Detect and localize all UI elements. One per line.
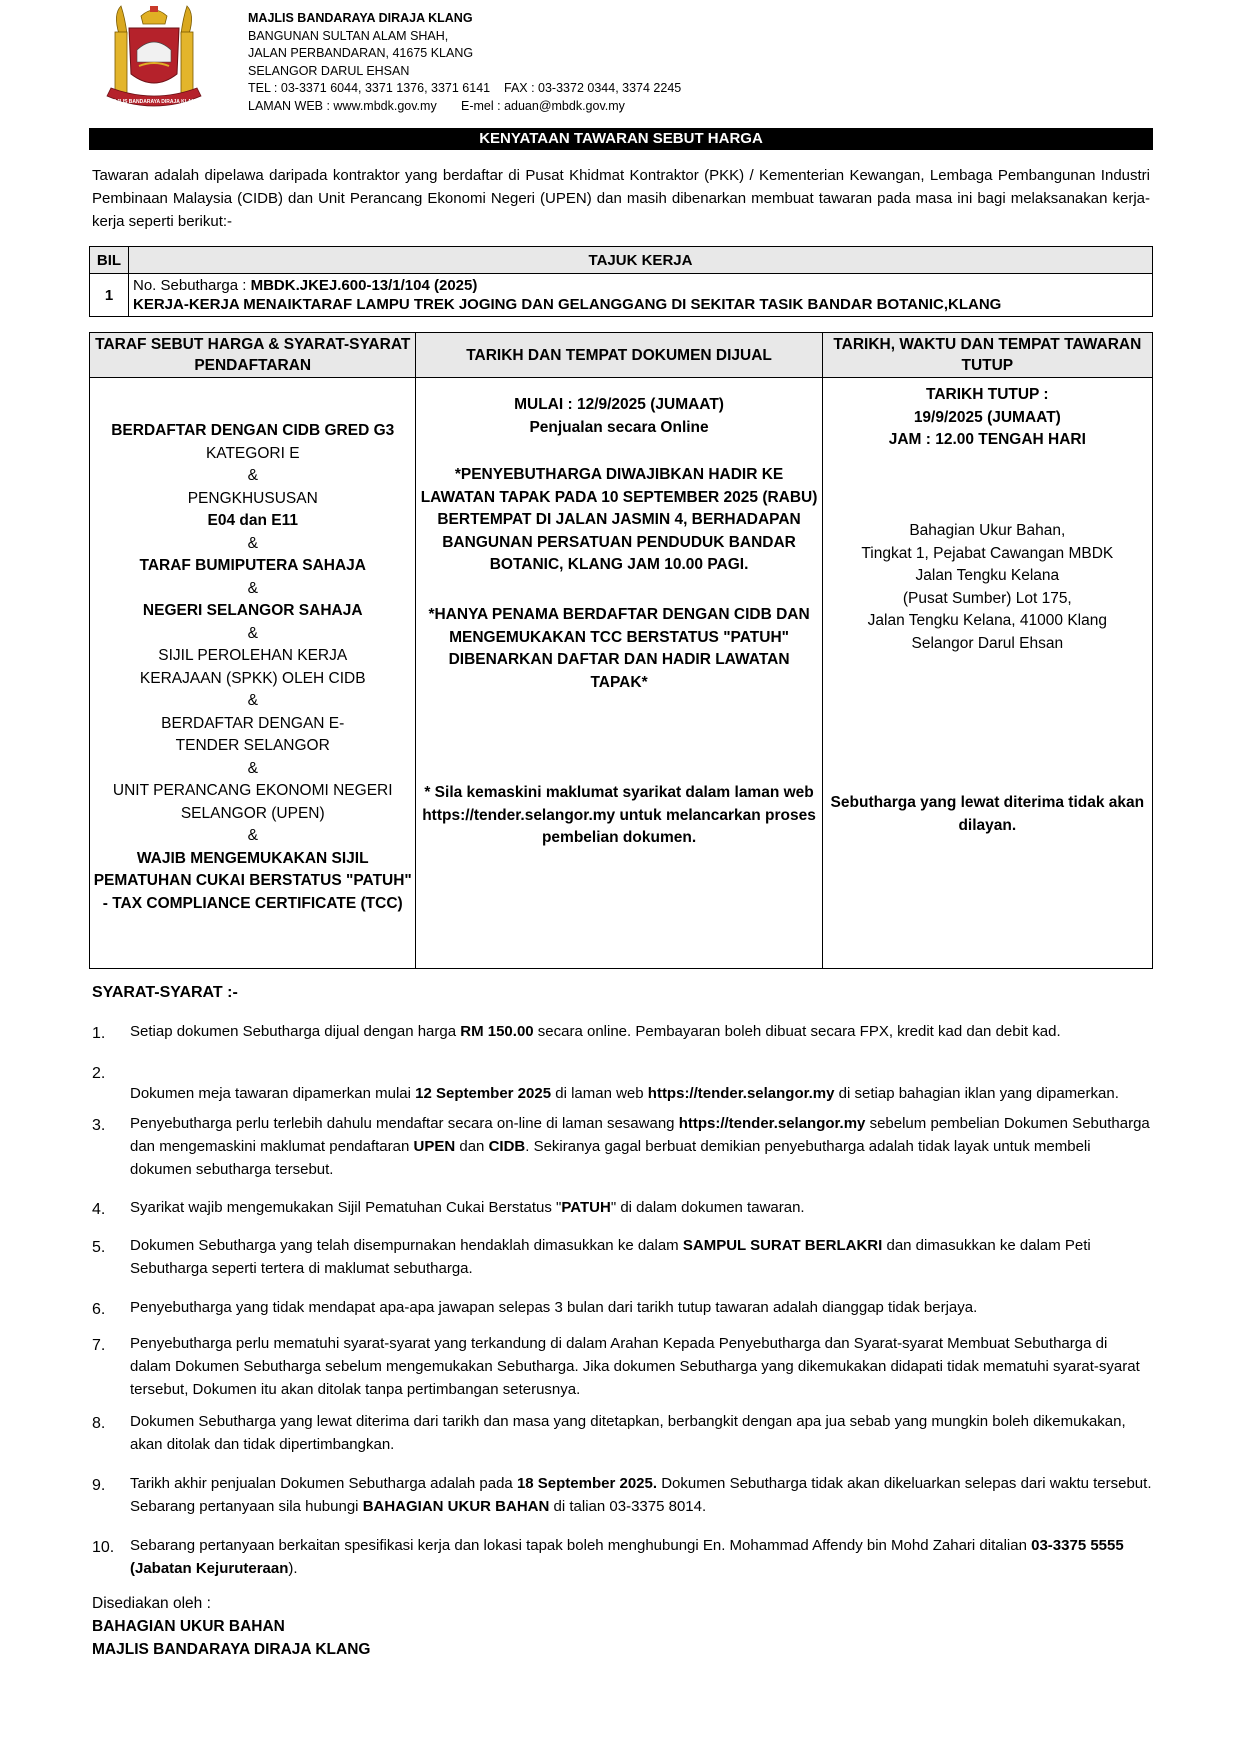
condition-number: 5. xyxy=(92,1239,106,1256)
document-sale-cell xyxy=(416,378,822,969)
closing-address-3: Jalan Tengku Kelana xyxy=(915,567,1060,584)
closing-address-6: Selangor Darul Ehsan xyxy=(911,634,1064,652)
column-header-bil: BIL xyxy=(90,247,129,274)
condition-segment: . Sekiranya gagal berbuat demikian penyebutharga adalah tidak layak untuk membeli dokumen sebutharga tersebut. xyxy=(130,1138,1091,1178)
column-header-document-sale: TARIKH DAN TEMPAT DOKUMEN DIJUAL xyxy=(416,333,822,378)
condition-segment: Dokumen Sebutharga tidak akan dikeluarkan selepas dari waktu tersebut. Sebarang pertanyaan sila hubungi xyxy=(130,1475,1152,1515)
job-cell xyxy=(129,274,1153,317)
ampersand: & xyxy=(247,624,258,642)
condition-text xyxy=(130,1296,1152,1319)
condition-emphasis: 12 September 2025 xyxy=(415,1085,552,1102)
mbdk-crest-logo xyxy=(105,4,203,116)
condition-text xyxy=(130,1332,1152,1401)
condition-emphasis: SAMPUL SURAT BERLAKRI xyxy=(682,1237,883,1254)
closing-address-4: (Pusat Sumber) Lot 175, xyxy=(902,589,1072,607)
sale-online: Penjualan secara Online xyxy=(529,418,709,436)
condition-segment: di laman web xyxy=(551,1085,648,1102)
ampersand: & xyxy=(247,692,258,709)
prepared-by-dept: BAHAGIAN UKUR BAHAN xyxy=(92,1618,285,1635)
tender-details-table xyxy=(89,332,1153,969)
condition-emphasis: PATUH xyxy=(561,1199,611,1216)
condition-segment: dan dimasukkan ke dalam Peti Sebutharga seperti tertera di maklumat sebutharga. xyxy=(130,1237,1091,1277)
contact-web-email: LAMAN WEB : www.mbdk.gov.my E-mel : aduan@mbdk.gov.my xyxy=(248,98,625,113)
address-line-3: SELANGOR DARUL EHSAN xyxy=(248,63,410,78)
condition-number: 1. xyxy=(92,1025,106,1042)
req-tcc: WAJIB MENGEMUKAKAN SIJIL PEMATUHAN CUKAI BERSTATUS "PATUH" - TAX COMPLIANCE CERTIFICATE (TCC) xyxy=(93,849,412,912)
svg-text:MAJLIS BANDARAYA DIRAJA KLANG: MAJLIS BANDARAYA DIRAJA KLANG xyxy=(109,99,199,105)
job-title-table xyxy=(89,246,1153,317)
closing-address-5: Jalan Tengku Kelana, 41000 Klang xyxy=(867,612,1107,629)
closing-address-2: Tingkat 1, Pejabat Cawangan MBDK xyxy=(861,544,1114,562)
condition-number: 10. xyxy=(92,1539,115,1556)
ampersand: & xyxy=(247,579,258,597)
condition-number: 9. xyxy=(92,1477,106,1494)
job-title: KERJA-KERJA MENAIKTARAF LAMPU TREK JOGING DAN GELANGGANG DI SEKITAR TASIK BANDAR BOTANIC,KLANG xyxy=(133,296,1002,313)
prepared-by-label: Disediakan oleh : xyxy=(92,1595,211,1612)
closing-time: JAM : 12.00 TENGAH HARI xyxy=(888,431,1086,448)
condition-text xyxy=(130,1082,1152,1105)
conditions-title: SYARAT-SYARAT :- xyxy=(92,984,238,1001)
closing-address-1: Bahagian Ukur Bahan, xyxy=(909,522,1066,539)
condition-number: 7. xyxy=(92,1337,106,1354)
condition-segment: ). xyxy=(288,1560,298,1577)
condition-emphasis: 03-3375 5555 (Jabatan Kejuruteraan xyxy=(130,1537,1124,1577)
row-number: 1 xyxy=(90,274,129,317)
condition-segment: di talian 03-3375 8014. xyxy=(549,1498,707,1515)
requirements-cell xyxy=(90,378,416,969)
condition-text xyxy=(130,1472,1152,1518)
condition-number: 8. xyxy=(92,1415,106,1432)
address-line-2: JALAN PERBANDARAN, 41675 KLANG xyxy=(248,46,474,60)
condition-segment: Dokumen meja tawaran dipamerkan mulai xyxy=(130,1085,416,1102)
req-upen: UNIT PERANCANG EKONOMI NEGERI SELANGOR (UPEN) xyxy=(112,782,393,822)
condition-text xyxy=(130,1534,1152,1580)
req-bumiputera: TARAF BUMIPUTERA SAHAJA xyxy=(139,557,366,574)
closing-date: 19/9/2025 (JUMAAT) xyxy=(913,408,1061,426)
req-etender: BERDAFTAR DENGAN E-TENDER SELANGOR xyxy=(161,714,345,754)
organization-header xyxy=(248,10,681,115)
site-visit-notice: *PENYEBUTHARGA DIWAJIBKAN HADIR KE LAWATAN TAPAK PADA 10 SEPTEMBER 2025 (RABU) BERTEMPAT DI JALAN JASMIN 4, BERHADAPAN BANGUNAN PERSATUAN PENDUDUK BANDAR BOTANIC, KLANG JAM 10.00 PAGI. xyxy=(420,466,818,573)
condition-number: 6. xyxy=(92,1301,106,1318)
org-name: MAJLIS BANDARAYA DIRAJA KLANG xyxy=(248,11,473,25)
condition-number: 3. xyxy=(92,1117,106,1134)
condition-segment: Dokumen Sebutharga yang telah disempurnakan hendaklah dimasukkan ke dalam xyxy=(130,1237,683,1254)
contact-phone-fax: TEL : 03-3371 6044, 3371 1376, 3371 6141 FAX : 03-3372 0344, 3374 2245 xyxy=(248,81,682,95)
closing-label: TARIKH TUTUP : xyxy=(926,386,1049,403)
condition-number: 4. xyxy=(92,1201,106,1218)
condition-segment: Sebarang pertanyaan berkaitan spesifikasi kerja dan lokasi tapak boleh menghubungi En. Mohammad Affendy bin Mohd Zahari ditalian xyxy=(130,1537,1032,1554)
req-selangor-only: NEGERI SELANGOR SAHAJA xyxy=(142,602,363,619)
condition-segment: secara online. Pembayaran boleh dibuat secara FPX, kredit kad dan debit kad. xyxy=(533,1023,1061,1040)
condition-text xyxy=(130,1410,1152,1456)
req-spkk: SIJIL PEROLEHAN KERJA KERAJAAN (SPKK) OLEH CIDB xyxy=(139,647,366,687)
condition-emphasis: 18 September 2025. xyxy=(516,1475,658,1492)
condition-emphasis: UPEN xyxy=(413,1138,456,1155)
condition-segment: Penyebutharga perlu mematuhi syarat-syarat yang terkandung di dalam Arahan Kepada Penyebutharga dan Syarat-syarat Membuat Sebutharga di dalam Dokumen Sebutharga sebelum mengemukakan Sebutharga. Jika dokumen Sebutharga yang dikemukakan didapati tidak mematuhi syarat-syarat tersebut, Dokumen itu akan ditolak tanpa pertimbangan seterusnya. xyxy=(130,1335,1140,1398)
condition-segment: sebelum pembelian Dokumen Sebutharga dan mengemaskini maklumat pendaftaran xyxy=(130,1115,1150,1155)
condition-segment: " di dalam dokumen tawaran. xyxy=(610,1199,805,1216)
condition-segment: Dokumen Sebutharga yang lewat diterima dari tarikh dan masa yang ditetapkan, berbangkit dengan apa jua sebab yang mungkin boleh dikemukakan, akan ditolak dan tidak dipertimbangkan. xyxy=(130,1413,1126,1453)
condition-text xyxy=(130,1020,1152,1043)
condition-text xyxy=(130,1196,1152,1219)
address-line-1: BANGUNAN SULTAN ALAM SHAH, xyxy=(248,28,449,43)
prepared-by-council: MAJLIS BANDARAYA DIRAJA KLANG xyxy=(92,1641,371,1658)
reference-label: No. Sebutharga : xyxy=(133,277,251,294)
ampersand: & xyxy=(247,534,258,552)
condition-segment: Syarikat wajib mengemukakan Sijil Pematuhan Cukai Berstatus " xyxy=(130,1199,562,1216)
req-cidb-grade: BERDAFTAR DENGAN CIDB GRED G3 xyxy=(111,422,395,439)
condition-segment: Setiap dokumen Sebutharga dijual dengan harga xyxy=(130,1023,461,1040)
condition-emphasis: RM 150.00 xyxy=(460,1023,534,1040)
closing-cell xyxy=(822,378,1152,969)
sale-start-date: MULAI : 12/9/2025 (JUMAAT) xyxy=(514,396,724,413)
condition-segment: Penyebutharga yang tidak mendapat apa-apa jawapan selepas 3 bulan dari tarikh tutup tawaran adalah dianggap tidak berjaya. xyxy=(130,1299,978,1316)
notice-title-banner: KENYATAAN TAWARAN SEBUT HARGA xyxy=(89,128,1153,150)
prepared-by-block xyxy=(92,1592,370,1661)
condition-segment: Tarikh akhir penjualan Dokumen Sebutharga adalah pada xyxy=(130,1475,517,1492)
condition-segment: di setiap bahagian iklan yang dipamerkan. xyxy=(834,1085,1119,1102)
condition-number: 2. xyxy=(92,1065,106,1082)
condition-emphasis: https://tender.selangor.my xyxy=(647,1085,835,1102)
ampersand: & xyxy=(247,827,258,844)
late-submission-notice: Sebutharga yang lewat diterima tidak akan dilayan. xyxy=(830,794,1145,834)
req-specialisation-label: PENGKHUSUSAN xyxy=(187,489,318,507)
column-header-tajuk-kerja: TAJUK KERJA xyxy=(129,247,1153,274)
condition-text xyxy=(130,1234,1152,1280)
update-company-notice: * Sila kemaskini maklumat syarikat dalam laman web https://tender.selangor.my untuk melancarkan proses pembelian dokumen. xyxy=(422,784,816,846)
condition-text xyxy=(130,1112,1152,1181)
ampersand: & xyxy=(247,759,258,777)
condition-segment: Penyebutharga perlu terlebih dahulu mendaftar secara on-line di laman sesawang xyxy=(130,1115,679,1132)
column-header-closing: TARIKH, WAKTU DAN TEMPAT TAWARAN TUTUP xyxy=(822,333,1152,378)
intro-paragraph: Tawaran adalah dipelawa daripada kontraktor yang berdaftar di Pusat Khidmat Kontraktor (PKK) / Kementerian Kewangan, Lembaga Pembangunan Industri Pembinaan Malaysia (CIDB) dan Unit Perancang Ekonomi Negeri (UPEN) dan masih dibenarkan membuat tawaran pada masa ini bagi melaksanakan kerja-kerja seperti berikut:- xyxy=(92,167,1150,230)
table-row xyxy=(90,274,1153,317)
ampersand: & xyxy=(247,467,258,484)
column-header-requirements: TARAF SEBUT HARGA & SYARAT-SYARAT PENDAFTARAN xyxy=(90,333,416,378)
condition-segment: dan xyxy=(455,1138,489,1155)
condition-emphasis: https://tender.selangor.my xyxy=(678,1115,866,1132)
req-category: KATEGORI E xyxy=(205,444,300,462)
req-specialisation-codes: E04 dan E11 xyxy=(207,512,298,529)
condition-emphasis: BAHAGIAN UKUR BAHAN xyxy=(362,1498,550,1515)
condition-emphasis: CIDB xyxy=(488,1138,526,1155)
registration-notice: *HANYA PENAMA BERDAFTAR DENGAN CIDB DAN MENGEMUKAKAN TCC BERSTATUS "PATUH" DIBENARKAN DAFTAR DAN HADIR LAWATAN TAPAK* xyxy=(428,606,810,691)
reference-number: MBDK.JKEJ.600-13/1/104 (2025) xyxy=(250,277,478,294)
